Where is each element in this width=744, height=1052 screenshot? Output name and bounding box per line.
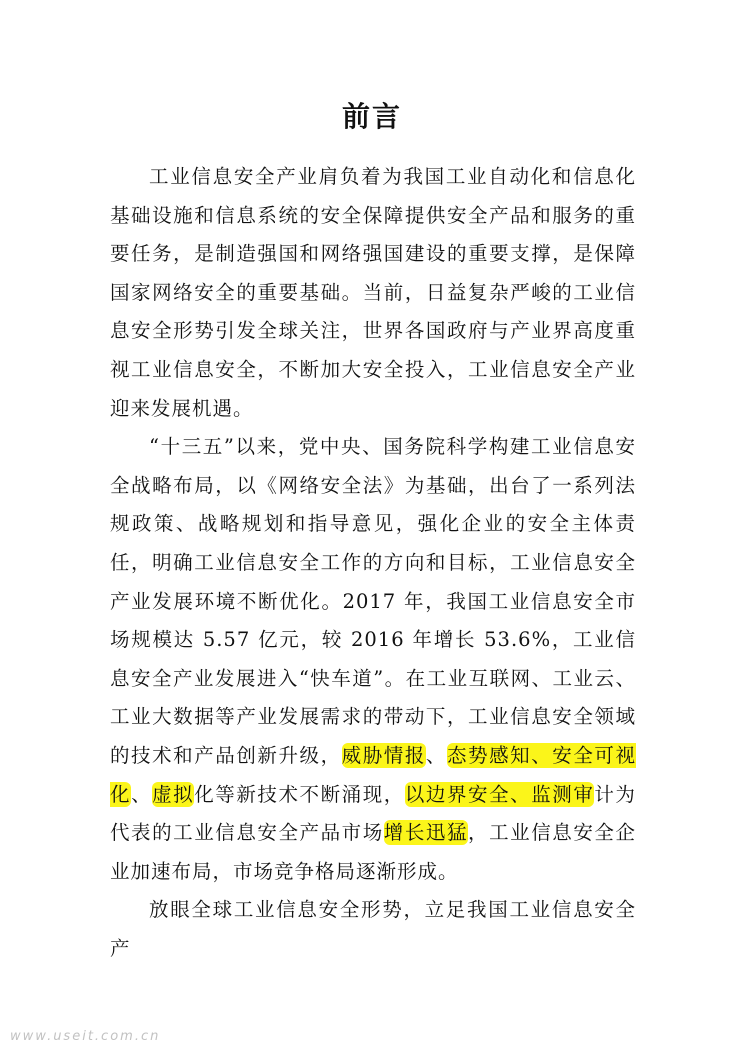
document-body xyxy=(110,158,636,968)
paragraph-3 xyxy=(110,891,636,968)
paragraph-text: 工业信息安全产业肩负着为我国工业自动化和信息化基础设施和信息系统的安全保障提供安全产品和服务的重要任务，是制造强国和网络强国建设的重要支撑，是保障国家网络安全的重要基础。当前，日益复杂严峻的工业信息安全形势引发全球关注，世界各国政府与产业界高度重视工业信息安全，不断加大安全投入，工业信息安全产业迎来发展机遇。 xyxy=(110,165,636,420)
paragraph-text: “十三五”以来，党中央、国务院科学构建工业信息安全战略布局，以《网络安全法》为基础，出台了一系列法规政策、战略规划和指导意见，强化企业的安全主体责任，明确工业信息安全工作的方向和目标，工业信息安全产业发展环境不断优化。2017 年，我国工业信息安全市场规模达 5.57 亿元，较 2016 年增长 53.6%，工业信息安全产业发展进入“快车道”。在工业互联网、工业云、工业大数据等产业发展需求的带动下，工业信息安全领域的技术和产品创新升级， xyxy=(110,435,636,767)
paragraph-text: 放眼全球工业信息安全形势，立足我国工业信息安全产 xyxy=(110,898,636,960)
highlighted-text: 虚拟 xyxy=(152,782,195,806)
paragraph-1 xyxy=(110,158,636,428)
paragraph-text: 化等新技术不断涌现， xyxy=(194,782,405,806)
paragraph-text: 、 xyxy=(425,743,447,767)
paragraph-text: 计为代表的工业信息安全产品市场 xyxy=(110,782,636,845)
paragraph-2 xyxy=(110,428,636,891)
highlighted-text: 态势感知、安全可视化 xyxy=(110,743,636,806)
highlighted-text: 增长迅猛 xyxy=(383,821,469,845)
paragraph-text: ，工业信息安全企业加速布局，市场竞争格局逐渐形成。 xyxy=(110,821,636,883)
highlighted-text: 以边界安全、监测审 xyxy=(404,782,595,806)
highlighted-text: 威胁情报 xyxy=(341,743,426,767)
watermark: www.useit.com.cn xyxy=(10,1029,161,1044)
paragraph-text: 、 xyxy=(131,782,153,806)
page-title: 前言 xyxy=(341,100,402,133)
